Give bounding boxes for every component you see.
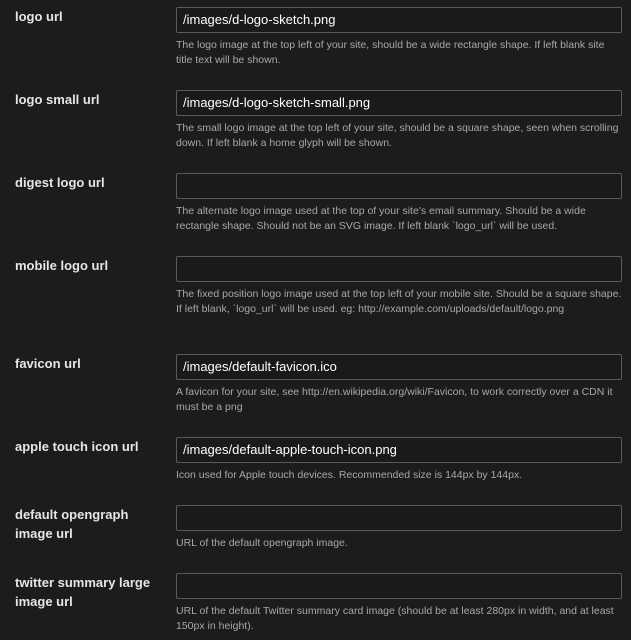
- logo-url-input[interactable]: /images/d-logo-sketch.png: [176, 7, 622, 33]
- setting-label: favicon url: [15, 356, 81, 371]
- setting-label: digest logo url: [15, 175, 105, 190]
- default-opengraph-image-url-input[interactable]: [176, 505, 622, 531]
- setting-label: logo small url: [15, 92, 100, 107]
- setting-label: default opengraph image url: [15, 507, 129, 541]
- setting-label: twitter summary large image url: [15, 575, 151, 609]
- setting-description: The alternate logo image used at the top of your site's email summary. Should be a wide rectangle shape. Should not be an SVG image. If left blank `logo_url` will be used.: [176, 205, 586, 232]
- setting-description: Icon used for Apple touch devices. Recommended size is 144px by 144px.: [176, 469, 523, 481]
- setting-description: The logo image at the top left of your site, should be a wide rectangle shape. If left blank site title text will be shown.: [176, 39, 605, 66]
- logo-small-url-input[interactable]: /images/d-logo-sketch-small.png: [176, 90, 622, 116]
- digest-logo-url-input[interactable]: [176, 173, 622, 199]
- setting-description: URL of the default opengraph image.: [176, 537, 348, 549]
- setting-label: mobile logo url: [15, 258, 109, 273]
- setting-description: The small logo image at the top left of your site, should be a square shape, seen when scrolling down. If left blank a home glyph will be shown.: [176, 122, 619, 149]
- setting-label: apple touch icon url: [15, 439, 139, 454]
- setting-label: logo url: [15, 9, 63, 24]
- favicon-url-input[interactable]: /images/default-favicon.ico: [176, 354, 622, 380]
- mobile-logo-url-input[interactable]: [176, 256, 622, 282]
- setting-description: The fixed position logo image used at the top left of your mobile site. Should be a square shape. If left blank, `logo_url` will be used. eg: http://example.com/uploads/default/logo.png: [176, 288, 622, 315]
- apple-touch-icon-url-input[interactable]: /images/default-apple-touch-icon.png: [176, 437, 622, 463]
- setting-description: URL of the default Twitter summary card image (should be at least 280px in width, and at least 150px in height).: [176, 605, 614, 632]
- setting-description: A favicon for your site, see http://en.wikipedia.org/wiki/Favicon, to work correctly over a CDN it must be a png: [176, 386, 613, 413]
- twitter-summary-large-image-url-input[interactable]: [176, 573, 622, 599]
